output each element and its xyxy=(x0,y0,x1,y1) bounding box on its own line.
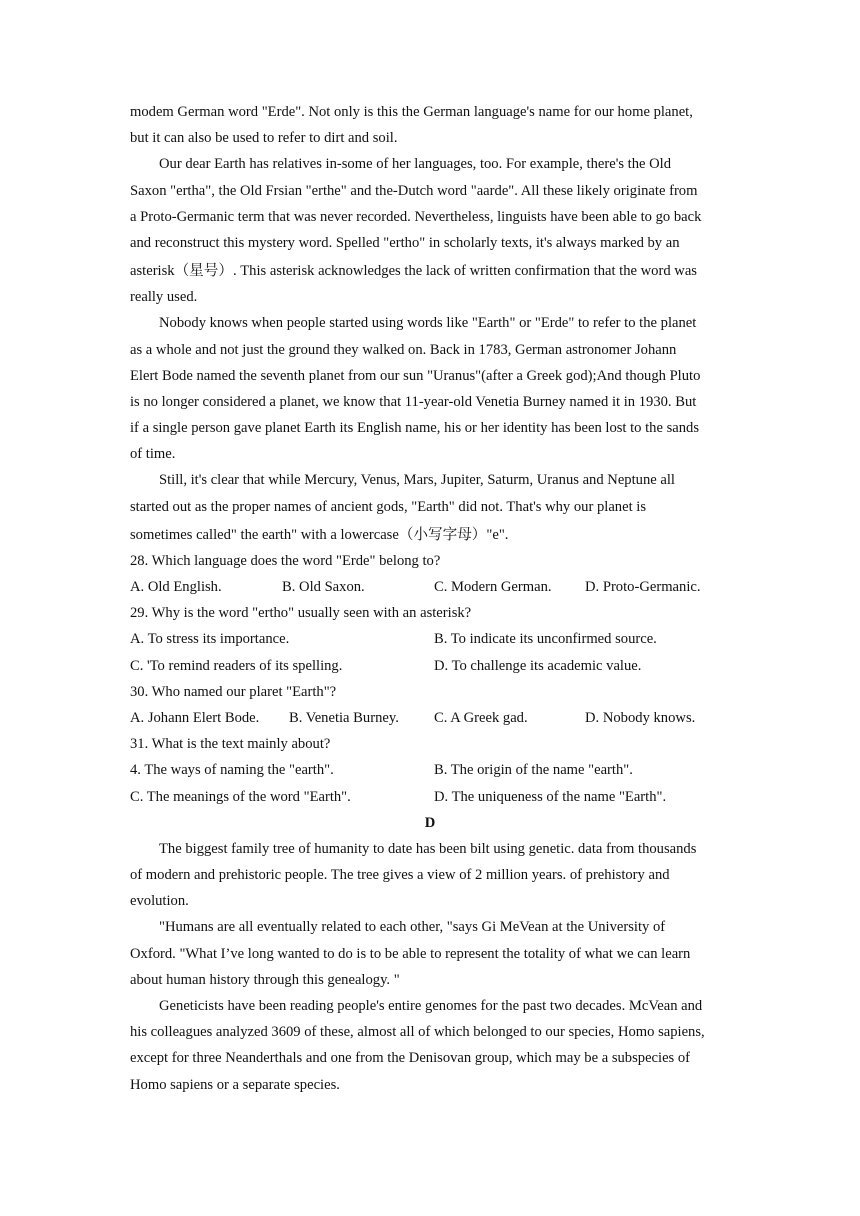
text-line: Geneticists have been reading people's entire genomes for the past two decades. McVean and xyxy=(159,998,703,1014)
option-a[interactable]: 4. The ways of naming the "earth". xyxy=(130,762,334,779)
text-line: evolution. xyxy=(130,893,189,910)
option-b[interactable]: B. Venetia Burney. xyxy=(289,709,399,726)
option-a[interactable]: A. Johann Elert Bode. xyxy=(130,709,260,726)
option-c[interactable]: C. A Greek gad. xyxy=(434,709,528,726)
text-line: if a single person gave planet Earth its English name, his or her identity has been lost to the sands xyxy=(130,420,700,437)
option-a[interactable]: A. To stress its importance. xyxy=(130,631,290,648)
option-d[interactable]: D. Proto-Germanic. xyxy=(585,579,701,595)
text-line: but it can also be used to refer to dirt and soil. xyxy=(130,130,398,147)
text-line: modem German word "Erde". Not only is this the German language's name for our home planet, xyxy=(130,104,693,120)
option-b[interactable]: B. Old Saxon. xyxy=(282,579,365,595)
option-c[interactable]: C. 'To remind readers of its spelling. xyxy=(130,657,343,674)
text-line: of modern and prehistoric people. The tree gives a view of 2 million years. of prehistory and xyxy=(130,867,670,884)
text-line: "Humans are all eventually related to each other, "says Gi MeVean at the University of xyxy=(159,919,666,936)
options-row xyxy=(130,626,730,652)
text-line: his colleagues analyzed 3609 of these, almost all of which belonged to our species, Homo sapiens, xyxy=(130,1024,705,1041)
section-heading: D xyxy=(424,814,436,831)
question-stem: 29. Why is the word "ertho" usually seen with an asterisk? xyxy=(130,605,472,622)
text-line: and reconstruct this mystery word. Spelled "ertho" in scholarly texts, it's always marked by an xyxy=(130,234,680,251)
text-line: asterisk（星号）. This asterisk acknowledges the lack of written confirmation that the word was xyxy=(130,263,697,280)
option-a[interactable]: A. Old English. xyxy=(130,579,222,595)
question-30 xyxy=(130,679,730,731)
text-line: really used. xyxy=(130,289,198,306)
text-line: Elert Bode named the seventh planet from our sun "Uranus"(after a Greek god);And though Pluto xyxy=(130,367,701,384)
options-row xyxy=(130,653,730,679)
options-row xyxy=(130,574,730,600)
option-b[interactable]: B. To indicate its unconfirmed source. xyxy=(434,631,657,648)
text-line: Nobody knows when people started using words like "Earth" or "Erde" to refer to the planet xyxy=(159,315,697,332)
text-line: Oxford. "What I’ve long wanted to do is to be able to represent the totality of what we can learn xyxy=(130,945,691,962)
text-line: started out as the proper names of ancient gods, "Earth" did not. That's why our planet is xyxy=(130,498,647,515)
text-line: Our dear Earth has relatives in-some of her languages, too. For example, there's the Old xyxy=(159,156,672,173)
option-d[interactable]: D. The uniqueness of the name "Earth". xyxy=(434,788,667,805)
option-d[interactable]: D. Nobody knows. xyxy=(585,709,696,726)
passage-c-text xyxy=(130,99,730,548)
exam-page xyxy=(130,99,730,1098)
text-line: except for three Neanderthals and one from the Denisovan group, which may be a subspecies of xyxy=(130,1050,691,1067)
options-row xyxy=(130,705,730,731)
text-line: is no longer considered a planet, we know that 11-year-old Venetia Burney named it in 1930. But xyxy=(130,393,697,410)
text-line: about human history through this genealogy. " xyxy=(130,971,400,988)
question-31 xyxy=(130,731,730,810)
passage-d-text xyxy=(130,836,730,1098)
option-c[interactable]: C. The meanings of the word "Earth". xyxy=(130,788,351,805)
text-line: Still, it's clear that while Mercury, Venus, Mars, Jupiter, Saturm, Uranus and Neptune all xyxy=(159,472,675,489)
option-c[interactable]: C. Modern German. xyxy=(434,579,552,595)
option-d[interactable]: D. To challenge its academic value. xyxy=(434,657,642,674)
question-stem: 30. Who named our plaret "Earth"? xyxy=(130,683,337,700)
question-28 xyxy=(130,548,730,600)
question-stem: 31. What is the text mainly about? xyxy=(130,736,331,753)
option-b[interactable]: B. The origin of the name "earth". xyxy=(434,762,633,779)
options-row xyxy=(130,784,730,810)
question-29 xyxy=(130,600,730,679)
text-line: The biggest family tree of humanity to date has been bilt using genetic. data from thousands xyxy=(159,840,697,857)
question-stem: 28. Which language does the word "Erde" belong to? xyxy=(130,552,441,569)
text-line: sometimes called" the earth" with a lowercase（小写字母）"e". xyxy=(130,526,509,543)
text-line: of time. xyxy=(130,446,176,463)
text-line: Saxon "ertha", the Old Frsian "erthe" and the-Dutch word "aarde". All these likely originate from xyxy=(130,182,698,199)
text-line: Homo sapiens or a separate species. xyxy=(130,1076,340,1093)
options-row xyxy=(130,757,730,783)
text-line: as a whole and not just the ground they walked on. Back in 1783, German astronomer Johann xyxy=(130,341,677,358)
text-line: a Proto-Germanic term that was never recorded. Nevertheless, linguists have been able to go back xyxy=(130,208,702,225)
